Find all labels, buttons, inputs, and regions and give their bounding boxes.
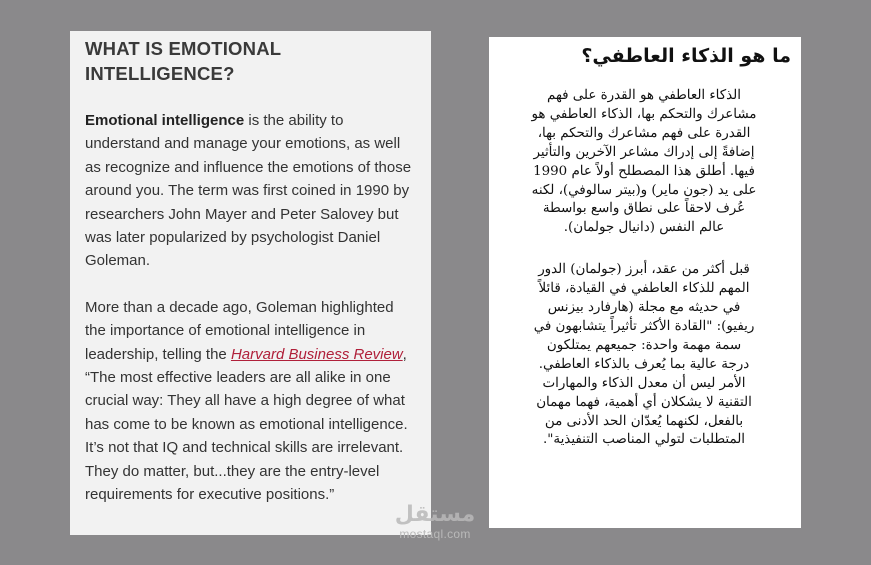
arabic-paragraph-2: قبل أكثر من عقد، أبرز (جولمان) الدور المهم للذكاء العاطفي في القيادة، قائلاً في حديثه مع مجلة (هارفارد بيزنس ريفيو): "القادة الأكثر تأثيراً يتشابهون في سمة مهمة واحدة: جميعهم يمتلكون درجة عالية بما يُعرف بالذكاء العاطفي. الأمر ليس أن معدل الذكاء والمهارات التقنية لا يشكلان أي أهمية، فهما مهمان بالفعل، لكنهما يُعدّان الحد الأدنى من المتطلبات لتولي المناصب التنفيذية". (533, 262, 755, 448)
english-heading-line1: WHAT IS EMOTIONAL (85, 38, 282, 59)
harvard-business-review-link[interactable]: Harvard Business Review (230, 345, 403, 363)
mostaql-watermark (380, 503, 490, 541)
english-text-panel (70, 31, 431, 535)
english-paragraph-2 (85, 296, 415, 507)
english-paragraph-2-quote: , “The most effective leaders are all alike in one crucial way: They all have a high degree of what has come to be known as emotional intelligence. It’s not that IQ and technical skills are irrelevant. They do matter, but...they are the entry-level requirements for executive positions.” (85, 345, 408, 504)
arabic-text-panel (489, 37, 801, 528)
english-paragraph-2-text-before: More than a decade ago, Goleman highlighted the importance of emotional intelligence in leadership, telling the (85, 298, 394, 363)
english-heading (85, 36, 415, 86)
english-paragraph-1-bold: Emotional intelligence (85, 112, 245, 129)
english-paragraph-1 (85, 109, 415, 273)
mostaql-url: mostaql.com (399, 527, 471, 541)
mostaql-logo: مستقل (394, 502, 476, 527)
arabic-heading: ما هو الذكاء العاطفي؟ (581, 45, 791, 67)
english-heading-line2: INTELLIGENCE? (85, 63, 235, 84)
arabic-paragraph-1: الذكاء العاطفي هو القدرة على فهم مشاعرك والتحكم بها، الذكاء العاطفي هو القدرة على فهم مشاعرك والتحكم بها، إضافةً إلى إدراك مشاعر الآخرين والتأثير فيها. أطلق هذا المصطلح أولاً عام 1990 على يد (جون ماير) و(بيتر سالوفي)، لكنه عُرف لاحقاً على نطاق واسع بواسطة عالم النفس (دانيال جولمان). (531, 88, 757, 236)
english-paragraph-1-text: is the ability to understand and manage your emotions, as well as recognize and influence the emotions of those around you. The term was first coined in 1990 by researchers John Mayer and Peter Salovey but was later popularized by psychologist Daniel Goleman. (85, 112, 412, 270)
